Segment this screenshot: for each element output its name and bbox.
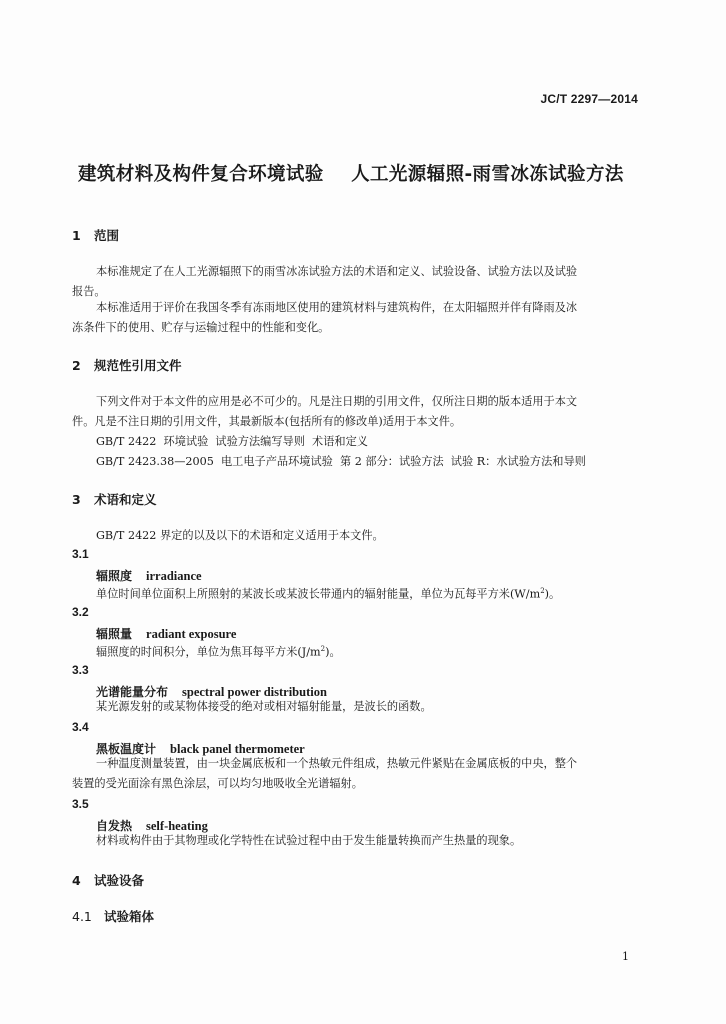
section-2-heading: 2 规范性引用文件 [72, 358, 182, 373]
section-4-heading: 4 试验设备 [72, 873, 145, 888]
subsection-4-1-heading: 4.1 试验箱体 [72, 909, 155, 924]
section-1-heading: 1 范围 [72, 228, 120, 243]
reference-1: GB/T 2422 环境试验 试验方法编写导则 术语和定义 [96, 435, 368, 448]
standard-code: JC/T 2297—2014 [540, 92, 638, 106]
section-2-para-line-2: 件。凡是不注日期的引用文件，其最新版本(包括所有的修改单)适用于本文件。 [72, 415, 462, 428]
document-title: 建筑材料及构件复合环境试验 人工光源辐照-雨雪冰冻试验方法 [78, 164, 624, 185]
section-2-para-line-1: 下列文件对于本文件的应用是必不可少的。凡是注日期的引用文件，仅所注日期的版本适用于本文 [96, 395, 578, 408]
section-1-para-1-line-2: 报告。 [72, 285, 106, 298]
page-number: 1 [622, 950, 629, 963]
clause-number: 3.1 [72, 547, 89, 561]
term-heading: 黑板温度计 black panel thermometer [96, 742, 305, 756]
section-1-para-1-line-1: 本标准规定了在人工光源辐照下的雨雪冰冻试验方法的术语和定义、试验设备、试验方法以及试验 [96, 265, 578, 278]
section-1-para-2-line-2: 冻条件下的使用、贮存与运输过程中的性能和变化。 [72, 321, 330, 334]
term-heading: 辐照度 irradiance [96, 569, 202, 583]
section-1-para-2-line-1: 本标准适用于评价在我国冬季有冻雨地区使用的建筑材料与建筑构件，在太阳辐照并伴有降雨及冰 [96, 301, 578, 314]
term-heading: 自发热 self-heating [96, 819, 208, 833]
term-heading: 辐照量 radiant exposure [96, 627, 237, 641]
term-definition: 材料或构件由于其物理或化学特性在试验过程中由于发生能量转换而产生热量的现象。 [96, 834, 522, 847]
clause-number: 3.4 [72, 720, 89, 734]
term-definition-line-1: 一种温度测量装置，由一块金属底板和一个热敏元件组成，热敏元件紧贴在金属底板的中央，整个 [96, 757, 578, 770]
term-definition-line-2: 装置的受光面涂有黑色涂层，可以均匀地吸收全光谱辐射。 [72, 777, 363, 790]
reference-2: GB/T 2423.38—2005 电工电子产品环境试验 第 2 部分：试验方法 试验 R：水试验方法和导则 [96, 455, 586, 468]
term-heading: 光谱能量分布 spectral power distribution [96, 685, 327, 699]
section-3-intro: GB/T 2422 界定的以及以下的术语和定义适用于本文件。 [96, 529, 384, 542]
clause-number: 3.2 [72, 605, 89, 619]
term-definition: 辐照度的时间积分，单位为焦耳每平方米$(J/m^2)$。 [96, 645, 341, 659]
section-3-heading: 3 术语和定义 [72, 492, 157, 507]
clause-number: 3.3 [72, 663, 89, 677]
term-definition: 某光源发射的或某物体接受的绝对或相对辐射能量，是波长的函数。 [96, 700, 432, 713]
clause-number: 3.5 [72, 797, 89, 811]
term-definition: 单位时间单位面积上所照射的某波长或某波长带通内的辐射能量，单位为瓦每平方米$(W/m^2)$。 [96, 587, 561, 601]
